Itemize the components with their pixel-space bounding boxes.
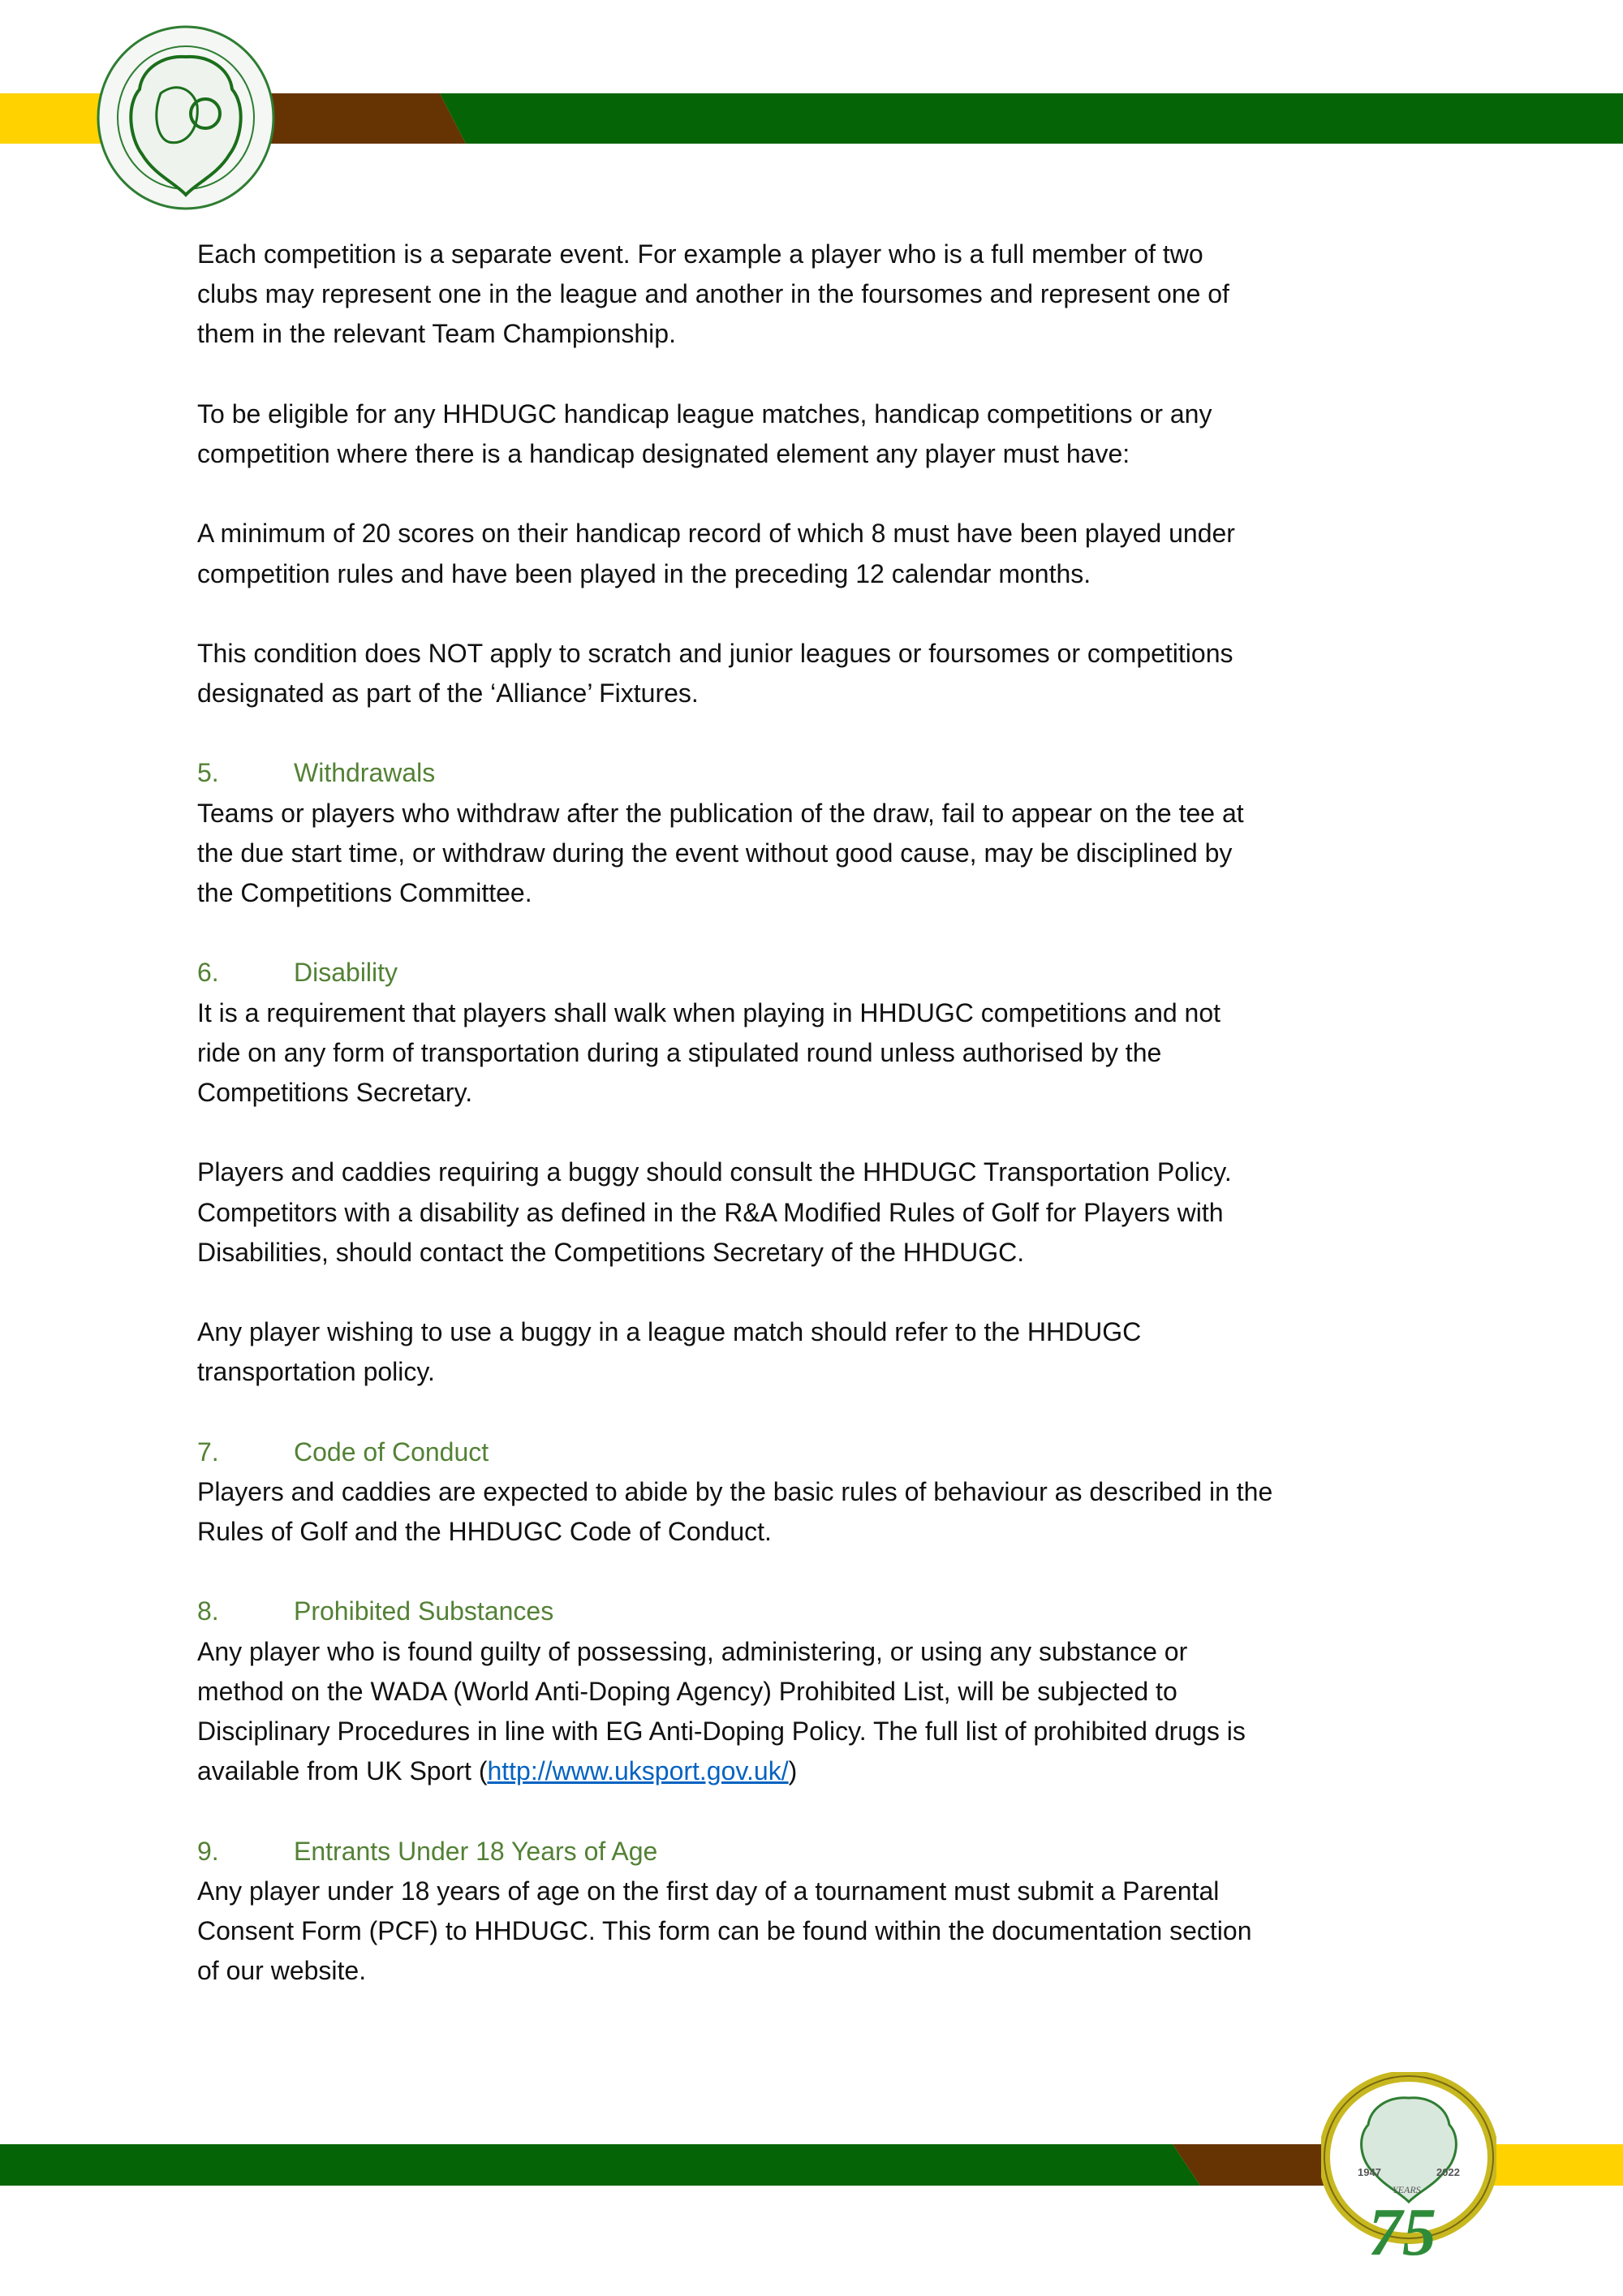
section-heading [197,1832,1463,1872]
spacer [197,1392,1463,1432]
band-green [0,2144,1200,2186]
paragraph [197,394,1463,474]
text-line: Any player wishing to use a buggy in a league match should refer to the HHDUGC [197,1317,1142,1347]
section-5 [197,713,1463,913]
section-number: 5. [197,758,219,788]
text-line: method on the WADA (World Anti-Doping Agency) Prohibited List, will be subjected to [197,1676,1177,1706]
text-line: Any player who is found guilty of possessing, administering, or using any substance or [197,1636,1188,1666]
uksport-link[interactable]: http://www.uksport.gov.uk/ [487,1756,789,1786]
paragraph [197,1632,1463,1792]
section-9 [197,1791,1463,1991]
section-number: 6. [197,958,219,988]
text-line: This condition does NOT apply to scratch and junior leagues or foursomes or competitions [197,638,1233,668]
year-start: 1947 [1358,2166,1381,2178]
spacer [197,1552,1463,1592]
section-title: Code of Conduct [294,1437,489,1467]
year-end: 2022 [1436,2166,1460,2178]
band-green [440,93,1623,144]
text: available from UK Sport ( [197,1756,488,1786]
spacer [197,594,1463,634]
section-number: 7. [197,1437,219,1467]
text-line: transportation policy. [197,1357,435,1387]
text-line: Disciplinary Procedures in line with EG Anti-Doping Policy. The full list of prohibited drugs is [197,1716,1246,1746]
spacer [197,355,1463,394]
years-label: YEARS [1393,2184,1421,2195]
paragraph [197,993,1463,1114]
spacer [197,1273,1463,1312]
document-body [197,235,1463,1991]
section-7 [197,1392,1463,1552]
text-line: ride on any form of transportation during a stipulated round unless authorised by the [197,1037,1162,1067]
spacer [197,913,1463,953]
text-line: of our website. [197,1956,367,1986]
text: ) [788,1756,798,1786]
section-heading [197,753,1463,793]
text-line: Rules of Golf and the HHDUGC Code of Conduct. [197,1517,772,1546]
spacer [197,1113,1463,1152]
text-line: Players and caddies requiring a buggy should consult the HHDUGC Transportation Policy. [197,1157,1232,1187]
section-title: Prohibited Substances [294,1596,554,1626]
paragraph [197,514,1463,593]
union-logo [96,24,276,211]
section-heading [197,953,1463,993]
section-intro [197,235,1463,713]
text-line: them in the relevant Team Championship. [197,319,676,349]
section-heading [197,1432,1463,1472]
spacer [197,713,1463,753]
text-line: Players and caddies are expected to abide by the basic rules of behaviour as described in the [197,1476,1273,1506]
text-line [197,1751,1463,1791]
spacer [197,1791,1463,1831]
text-line: It is a requirement that players shall walk when playing in HHDUGC competitions and not [197,997,1221,1027]
paragraph [197,1152,1463,1273]
paragraph [197,1312,1463,1392]
text-line: the due start time, or withdraw during the event without good cause, may be disciplined by [197,838,1233,868]
section-6 [197,913,1463,1392]
section-title: Entrants Under 18 Years of Age [294,1836,658,1866]
section-title: Disability [294,958,398,988]
text-line: Teams or players who withdraw after the publication of the draw, fail to appear on the tee at [197,798,1244,828]
paragraph [197,235,1463,355]
paragraph [197,1472,1463,1552]
text-line: Consent Form (PCF) to HHDUGC. This form can be found within the documentation section [197,1915,1252,1945]
text-line: Competitions Secretary. [197,1077,473,1107]
text-line: clubs may represent one in the league and another in the foursomes and represent one of [197,279,1229,309]
paragraph [197,794,1463,914]
text-line: Disabilities, should contact the Competitions Secretary of the HHDUGC. [197,1237,1025,1267]
section-8 [197,1552,1463,1791]
spacer [197,474,1463,514]
text-line: To be eligible for any HHDUGC handicap league matches, handicap competitions or any [197,398,1212,429]
text-line: A minimum of 20 scores on their handicap record of which 8 must have been played under [197,519,1235,549]
text-line: the Competitions Committee. [197,878,532,907]
paragraph [197,634,1463,713]
section-number: 9. [197,1836,219,1866]
text-line: Any player under 18 years of age on the first day of a tournament must submit a Parental [197,1876,1220,1906]
text-line: competition rules and have been played in the preceding 12 calendar months. [197,558,1091,588]
text-line: competition where there is a handicap designated element any player must have: [197,438,1130,468]
75-years-anniversary-logo [1321,2072,1496,2259]
text-line: designated as part of the ‘Alliance’ Fixtures. [197,678,699,709]
section-title: Withdrawals [294,758,436,788]
section-heading [197,1592,1463,1631]
paragraph [197,1872,1463,1992]
text-line: Competitors with a disability as defined in the R&A Modified Rules of Golf for Players with [197,1197,1224,1227]
text-line: Each competition is a separate event. For example a player who is a full member of two [197,239,1203,269]
section-number: 8. [197,1596,219,1626]
anniversary-number: 75 [1368,2195,1436,2259]
